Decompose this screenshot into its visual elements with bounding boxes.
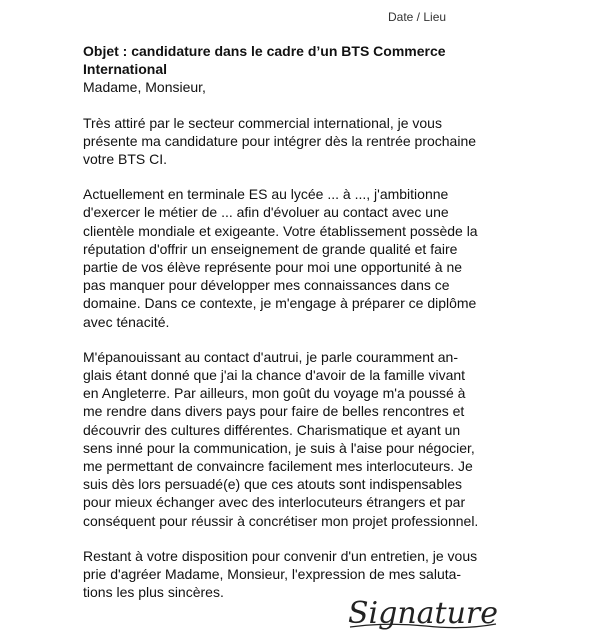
subject-line: Objet : candidature dans le cadre d’un BTS Commerce	[83, 43, 446, 59]
paragraph-line: votre BTS CI.	[83, 151, 168, 168]
paragraph-line: domaine. Dans ce contexte, je m'engage à préparer ce diplôme	[83, 295, 477, 312]
paragraph-line: en Angleterre. Par ailleurs, mon goût du voyage m'a poussé à	[83, 385, 466, 402]
paragraph-line: Très attiré par le secteur commercial international, je vous	[83, 114, 442, 131]
paragraph-line: Actuellement en terminale ES au lycée ... à ..., j'ambitionne	[83, 186, 449, 203]
letter-body	[83, 42, 523, 601]
paragraph-line: pas manquer pour développer mes connaissances dans ce	[83, 277, 450, 294]
signature-text: Signature	[348, 596, 499, 630]
paragraph-line: me permettant de convaincre facilement mes interlocuteurs. Je	[83, 458, 473, 475]
paragraph-qualities	[83, 348, 523, 530]
paragraph-line: me rendre dans divers pays pour faire de belles rencontres et	[83, 403, 465, 420]
paragraph-line: partie de vos élève représente pour moi une opportunité à ne	[83, 259, 463, 276]
signature-mark	[348, 591, 498, 630]
subject-heading	[83, 42, 523, 78]
greeting: Madame, Monsieur,	[83, 79, 206, 96]
paragraph-line: prie d'agréer Madame, Monsieur, l'expression de mes saluta-	[83, 566, 462, 583]
paragraph-line: M'épanouissant au contact d'autrui, je parle couramment an-	[83, 348, 458, 365]
paragraph-line: glais étant donné que j'ai la chance d'avoir de la famille vivant	[83, 367, 466, 384]
paragraph-line: Restant à votre disposition pour convenir d'un entretien, je vous	[83, 547, 478, 564]
paragraph-studies	[83, 185, 523, 331]
paragraph-line: tions les plus sincères.	[83, 584, 224, 601]
paragraph-intro	[83, 114, 523, 169]
date-place-label: Date / Lieu	[388, 10, 447, 24]
paragraph-line: d'exercer le métier de ... afin d'évoluer au contact avec une	[83, 204, 449, 221]
paragraph-line: sens inné pour la communication, je suis à l'aise pour négocier,	[83, 439, 475, 456]
paragraph-line: présente ma candidature pour intégrer dès la rentrée prochaine	[83, 132, 477, 149]
paragraph-line: clientèle mondiale et exigeante. Votre établissement possède la	[83, 222, 478, 239]
paragraph-line: conséquent pour réussir à concrétiser mon projet professionnel.	[83, 512, 479, 529]
paragraph-line: suis dès lors persuadé(e) que ces atouts sont indispensables	[83, 476, 462, 493]
paragraph-line: pour mieux échanger avec des interlocuteurs étrangers et par	[83, 494, 466, 511]
paragraph-line: réputation d'offrir un enseignement de grande qualité et faire	[83, 240, 458, 257]
paragraph-line: découvrir des cultures différentes. Charismatique et ayant un	[83, 421, 461, 438]
subject-line: International	[83, 61, 168, 78]
paragraph-line: avec ténacité.	[83, 313, 170, 330]
